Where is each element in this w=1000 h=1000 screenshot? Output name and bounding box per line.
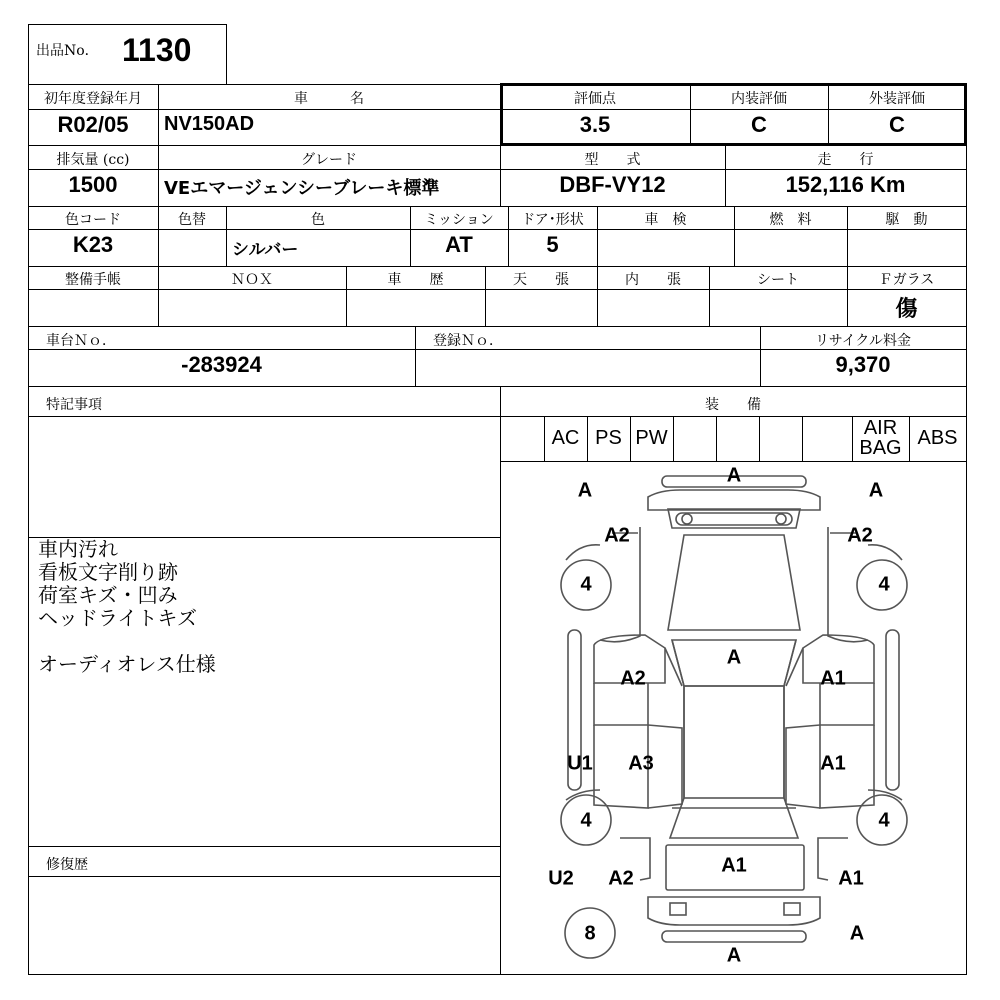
equipment-airbag: AIR BAG xyxy=(859,417,902,459)
mark-rear-gate: A1 xyxy=(721,854,747,877)
note-line: 看板文字削り跡 xyxy=(38,560,178,584)
model-code-label: 型 式 xyxy=(584,152,641,168)
fuel-label: 燃 料 xyxy=(769,212,812,228)
grade-value: VEエマージェンシーブレーキ標準 xyxy=(164,178,440,199)
registration-number-label: 登録Ｎｏ． xyxy=(433,333,503,349)
equipment-label: 装 備 xyxy=(705,397,761,413)
mark-right-rear-door: A1 xyxy=(820,752,846,775)
mark-right-rear-corner: A xyxy=(849,922,865,945)
equipment-ac: AC xyxy=(551,427,580,449)
mark-right-quarter: A1 xyxy=(838,867,864,890)
mark-left-front-top: A xyxy=(577,479,593,502)
service-record-label: 整備手帳 xyxy=(65,272,121,288)
notes-label: 特記事項 xyxy=(46,397,102,413)
notes-list xyxy=(38,538,216,676)
mark-left-rear-door: A3 xyxy=(628,752,654,775)
exterior-rating-label: 外装評価 xyxy=(869,91,925,107)
mark-left-rocker: U1 xyxy=(567,752,593,775)
mark-left-fender: A2 xyxy=(604,524,630,547)
grade-label: グレード xyxy=(301,152,357,168)
exterior-rating-value: C xyxy=(889,112,905,137)
lot-number-label: 出品No． xyxy=(36,43,99,59)
nox-label: ＮＯＸ xyxy=(231,272,273,288)
color-code-value: K23 xyxy=(72,232,114,257)
mileage-label: 走 行 xyxy=(817,152,874,168)
door-shape-value: 5 xyxy=(546,232,559,257)
mark-spare-tire: 8 xyxy=(584,922,596,945)
color-label: 色 xyxy=(311,212,325,228)
vehicle-history-label: 車 歴 xyxy=(387,272,444,288)
mark-right-front-door: A1 xyxy=(820,667,846,690)
score-value: 3.5 xyxy=(579,112,611,137)
chassis-number-value: -283924 xyxy=(181,352,262,377)
color-code-label: 色コード xyxy=(65,212,121,228)
front-glass-label: Ｆガラス xyxy=(878,272,935,288)
mark-right-rear-tire: 4 xyxy=(878,809,890,832)
mark-left-front-tire: 4 xyxy=(580,573,592,596)
seat-label: シート xyxy=(757,272,799,288)
interior-rating-value: C xyxy=(751,112,767,137)
inspection-label: 車 検 xyxy=(644,212,687,228)
mileage-value: 152,116 Km xyxy=(785,172,906,197)
first-registration-label: 初年度登録年月 xyxy=(44,91,142,107)
equipment-ps: PS xyxy=(595,427,622,449)
car-name-value: NV150AD xyxy=(164,113,255,135)
equipment-pw: PW xyxy=(635,427,668,449)
mark-right-fender: A2 xyxy=(847,524,873,547)
door-shape-label: ドア･形状 xyxy=(521,212,584,228)
mark-left-quarter-lower: U2 xyxy=(548,867,574,890)
lot-number-value: 1130 xyxy=(122,32,192,68)
score-label: 評価点 xyxy=(574,91,616,107)
displacement-value: 1500 xyxy=(68,172,118,197)
repaint-label: 色替 xyxy=(178,212,206,228)
car-name-label: 車 名 xyxy=(294,91,364,107)
recycle-fee-value: 9,370 xyxy=(835,352,891,377)
mark-left-quarter: A2 xyxy=(608,867,634,890)
drive-label: 駆 動 xyxy=(885,212,928,228)
note-line: ヘッドライトキズ xyxy=(38,606,197,630)
equipment-abs: ABS xyxy=(917,427,958,449)
transmission-label: ミッション xyxy=(424,212,494,228)
note-line: 荷室キズ・凹み xyxy=(38,583,178,607)
mark-right-front-tire: 4 xyxy=(878,573,890,596)
front-glass-value: 傷 xyxy=(895,297,918,322)
note-line xyxy=(38,630,216,653)
displacement-label: 排気量 (cc) xyxy=(56,152,130,168)
recycle-fee-label: リサイクル料金 xyxy=(814,333,912,349)
mark-left-front-door: A2 xyxy=(620,667,646,690)
mark-rear-bumper: A xyxy=(726,944,742,967)
interior-trim-label: 内 張 xyxy=(625,272,681,288)
first-registration-value: R02/05 xyxy=(57,112,129,137)
transmission-value: AT xyxy=(445,232,473,257)
note-line: オーディオレス仕様 xyxy=(38,652,216,676)
chassis-number-label: 車台Ｎｏ． xyxy=(46,333,116,349)
repair-history-label: 修復歴 xyxy=(46,857,88,873)
color-value: シルバー xyxy=(232,240,299,260)
mark-front-bumper: A xyxy=(726,464,742,487)
headliner-label: 天 張 xyxy=(513,272,569,288)
mark-left-rear-tire: 4 xyxy=(580,809,592,832)
note-line: 車内汚れ xyxy=(38,537,118,561)
mark-roof-front: A xyxy=(726,646,742,669)
mark-right-front-top: A xyxy=(868,479,884,502)
model-code-value: DBF-VY12 xyxy=(559,172,666,197)
interior-rating-label: 内装評価 xyxy=(731,91,787,107)
